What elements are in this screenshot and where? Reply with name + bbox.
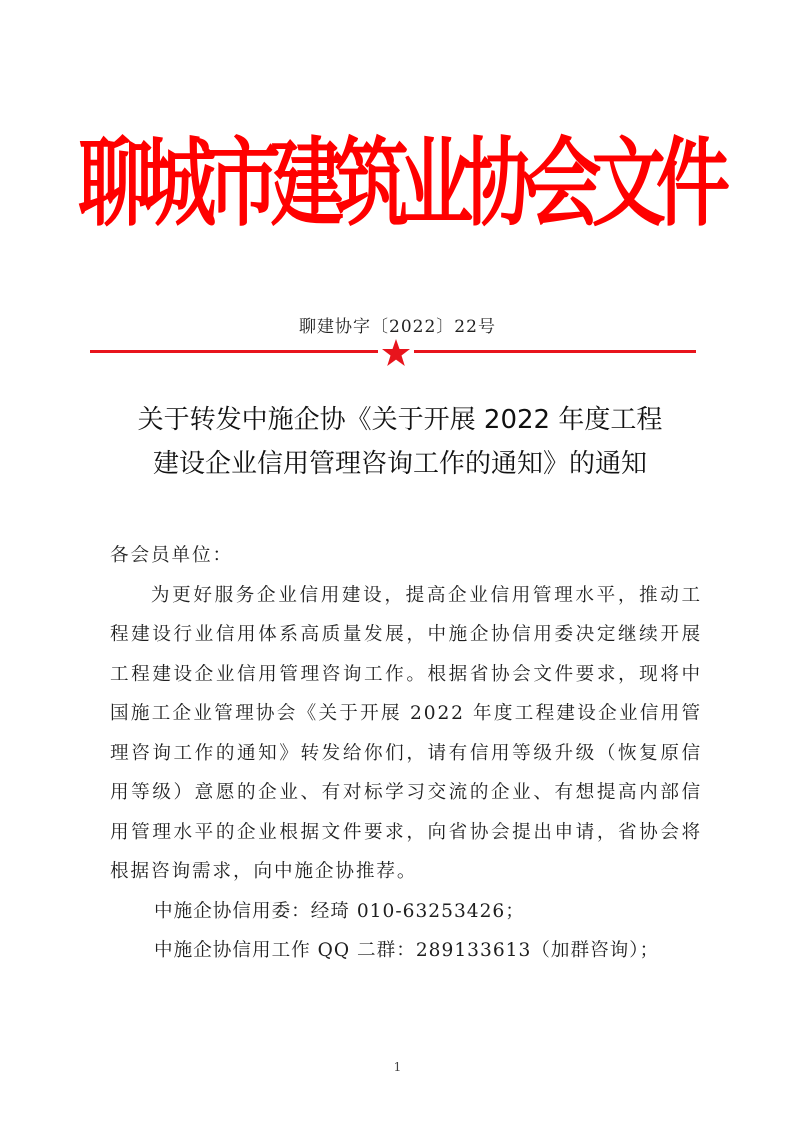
masthead-char: 会 [527, 128, 602, 240]
masthead-char: 文 [591, 128, 666, 240]
document-body [110, 536, 702, 971]
masthead-char: 城 [142, 128, 217, 240]
masthead-char: 市 [206, 128, 281, 240]
star-icon [381, 338, 411, 368]
contact-line: 中施企协信用委：经琦 010-63253426； [154, 900, 525, 922]
masthead-char: 筑 [334, 128, 409, 240]
body-paragraph: 为更好服务企业信用建设，提高企业信用管理水平，推动工程建设行业信用体系高质量发展，中施企协信用委决定继续开展工程建设企业信用管理咨询工作。根据省协会文件要求，现将中国施工企业管理协会《关于开展 2022 年度工程建设企业信用管理咨询工作的通知》转发给你们，请有信用等级升级（恢复原信用等级）意愿的企业、有对标学习交流的企业、有想提高内部信用管理水平的企业根据文件要求，向省协会提出申请，省协会将根据咨询需求，向中施企协推荐。 [110, 584, 702, 882]
notice-title-line: 关于转发中施企协《关于开展 2022 年度工程 [137, 405, 663, 435]
masthead-char: 建 [270, 128, 345, 240]
masthead-char: 件 [655, 128, 730, 240]
red-divider-right [414, 350, 696, 353]
masthead-char: 业 [399, 128, 474, 240]
masthead-char: 协 [463, 128, 538, 240]
document-masthead [78, 128, 730, 240]
red-divider-left [90, 350, 378, 353]
masthead-char: 聊 [78, 128, 152, 240]
notice-title [100, 398, 700, 486]
document-number: 聊建协字〔2022〕22号 [299, 317, 496, 337]
notice-title-line: 建设企业信用管理咨询工作的通知》的通知 [152, 449, 647, 479]
page-number: 1 [393, 1060, 402, 1074]
salutation: 各会员单位： [110, 545, 233, 566]
contact-line: 中施企协信用工作 QQ 二群：289133613（加群咨询）； [154, 940, 660, 961]
